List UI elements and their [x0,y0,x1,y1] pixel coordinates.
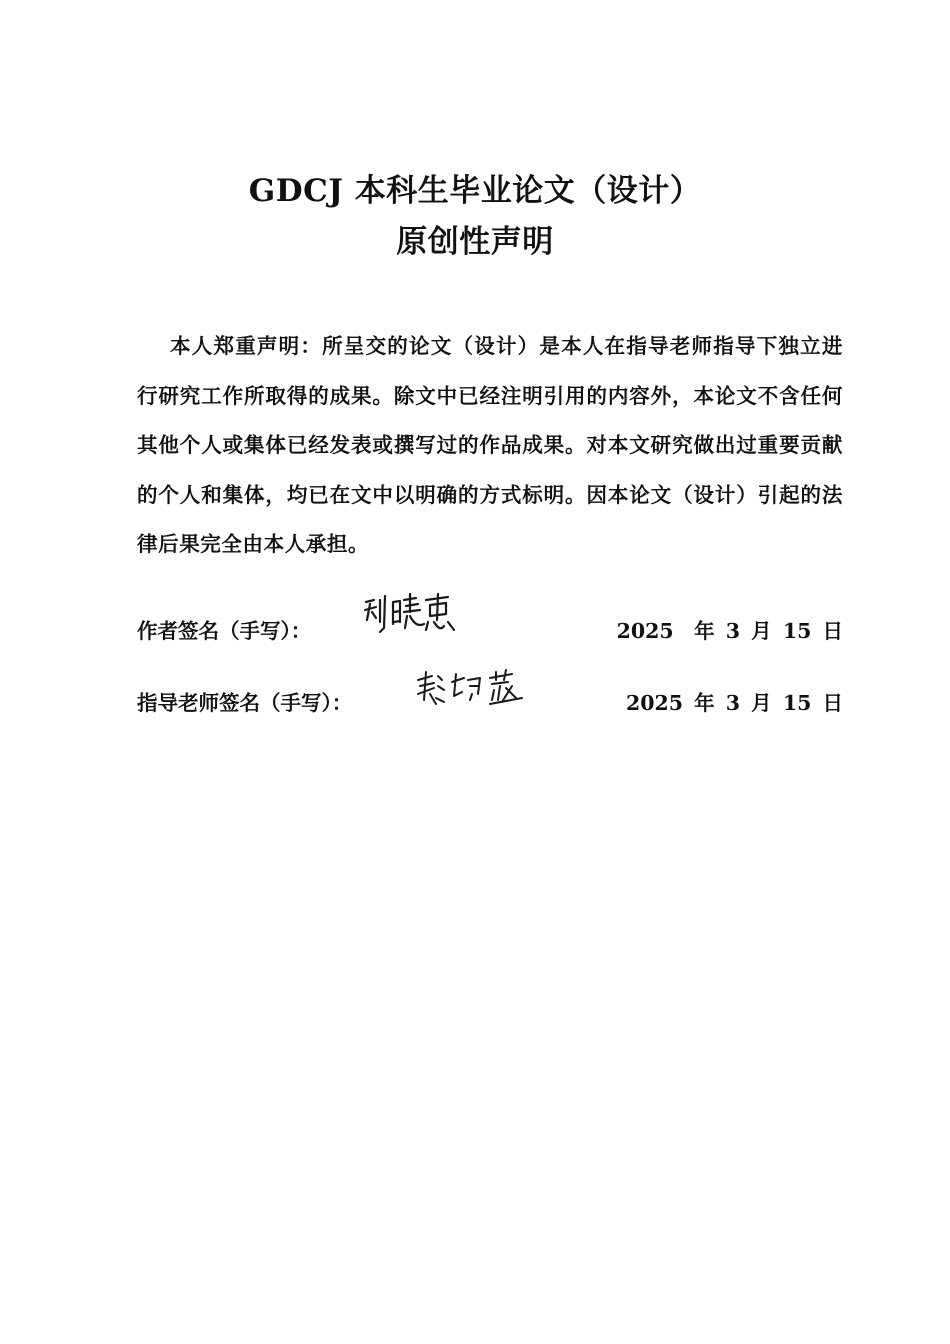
page-title-line2: 原创性声明 [396,224,554,260]
advisor-signature-scribble [412,666,528,712]
author-signature-date: 2025 年 3 月 15 日 [616,619,843,643]
advisor-signature-label: 指导老师签名（手写）： [137,691,353,715]
advisor-signature-date: 2025 年 3 月 15 日 [625,691,843,715]
declaration-paragraph: 本人郑重声明：所呈交的论文（设计）是本人在指导老师指导下独立进行研究工作所取得的成果。除文中已经注明引用的内容外，本论文不含任何其他个人或集体已经发表或撰写过的作品成果。对本文研究做出过重要贡献的个人和集体，均已在文中以明确的方式标明。因本论文（设计）引起的法律后果完全由本人承担。 [137,334,843,556]
author-handwritten-signature [360,588,460,638]
page-title-line1: GDCJ 本科生毕业论文（设计） [248,173,702,209]
author-signature-row [137,604,843,644]
author-signature-scribble [360,588,460,638]
author-signature-label: 作者签名（手写）： [137,619,312,643]
advisor-handwritten-signature [412,666,528,712]
